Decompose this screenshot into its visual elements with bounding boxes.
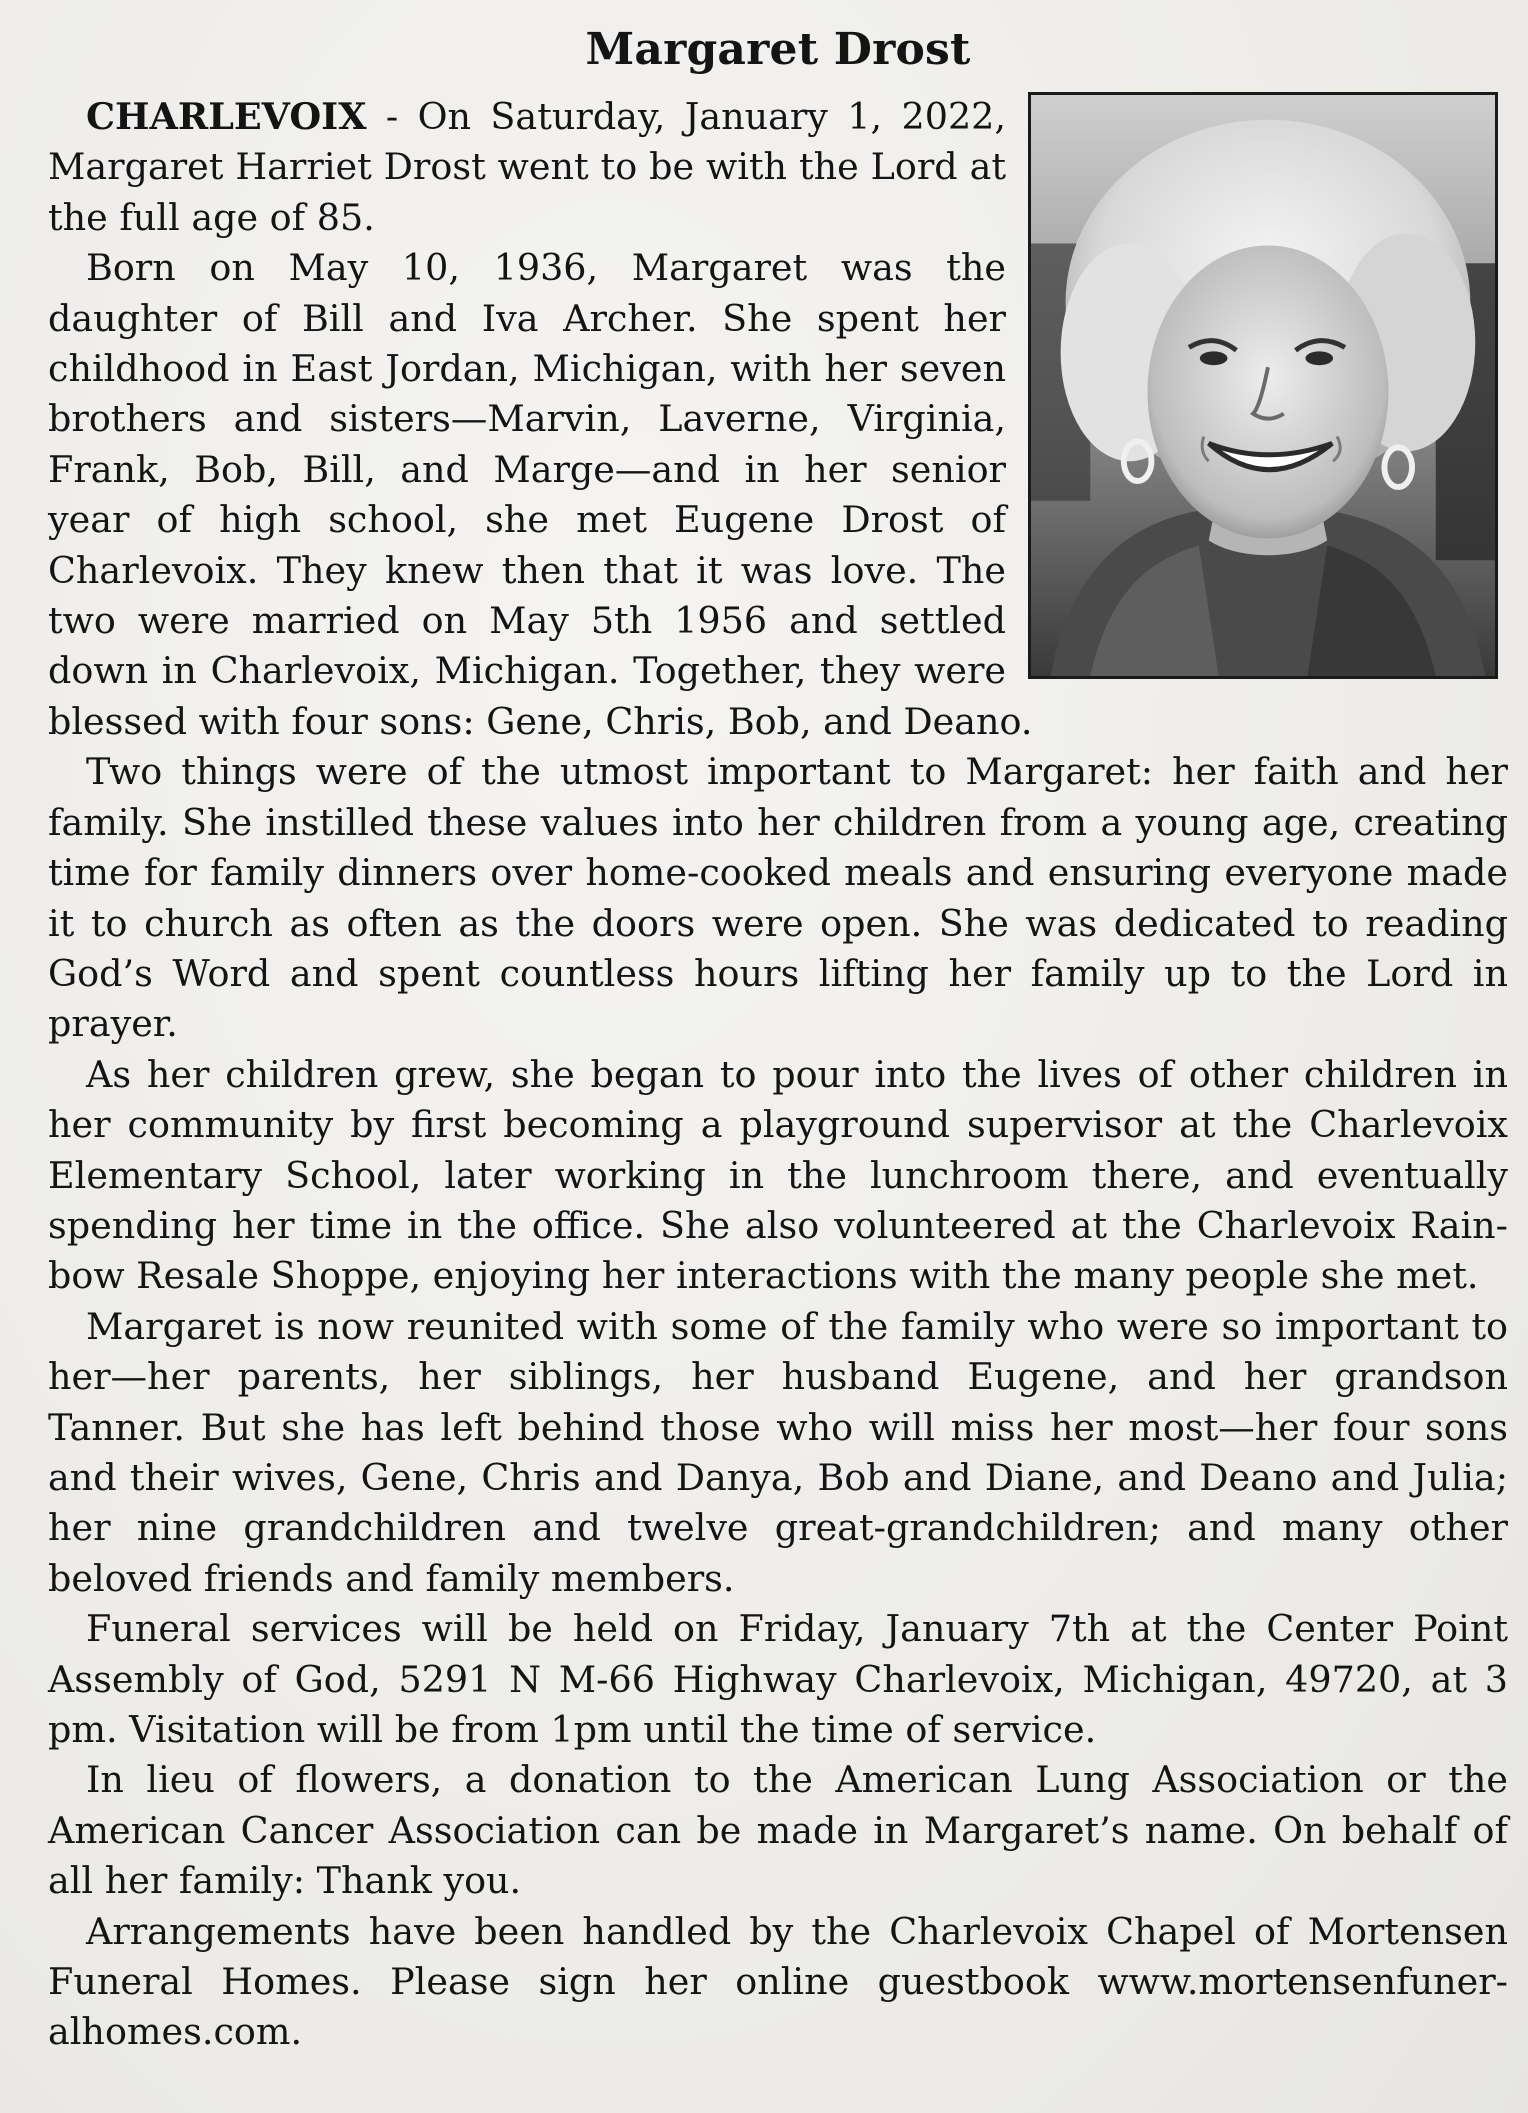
obituary-title: Margaret Drost	[585, 24, 971, 75]
paragraph-arrangements: Arrangements have been handled by the Charlevoix Chapel of Mortensen Funeral Homes. Please sign her online guestbook www.mortensenfuner-alhomes.com.	[48, 1909, 1508, 2054]
paragraph-memorials: In lieu of flowers, a donation to the American Lung Association or the American Cancer Association can be made in Margaret’s name. On behalf of all her family: Thank you.	[48, 1758, 1508, 1903]
paragraph-survivors: Margaret is now reunited with some of the family who were so important to her—her parents, her siblings, her husband Eugene, and her grandson Tanner. But she has left behind those who will miss her most—her four sons and their wives, Gene, Chris and Danya, Bob and Diane, and Deano and Julia; her nine grandchildren and twelve great-grandchildren; and many other beloved friends and family members.	[48, 1304, 1508, 1600]
portrait-illustration	[1031, 95, 1495, 676]
paragraph-community-work: As her children grew, she began to pour into the lives of other children in her community by first becoming a playground supervisor at the Charlevoix Elementary School, later working in the lunchroom there, and eventually spending her time in the office. She also volunteered at the Charlevoix Rain-bow Resale Shoppe, enjoying her interactions with the many people she met.	[48, 1052, 1508, 1298]
paragraph-faith-family: Two things were of the utmost important to Margaret: her faith and her family. She instilled these values into her children from a young age, creating time for family dinners over home-cooked meals and ensuring everyone made it to church as often as the doors were open. She was dedicated to reading God’s Word and spent countless hours lifting her family up to the Lord in prayer.	[48, 750, 1508, 1046]
dateline: CHARLEVOIX	[86, 95, 367, 138]
portrait-photo	[1028, 92, 1498, 679]
paragraph-intro-text: - On Saturday, January 1, 2022, Margaret Harriet Drost went to be with the Lord at the full age of 85.	[48, 95, 1006, 239]
paragraph-early-life: Born on May 10, 1936, Margaret was the daughter of Bill and Iva Archer. She spent her childhood in East Jordan, Michigan, with her seven brothers and sisters—Marvin, Laverne, Virginia, Frank, Bob, Bill, and Marge—and in her senior year of high school, she met Eugene Drost of Charlevoix. They knew then that it was love. The two were married on May 5th 1956 and settled down in Charlevoix, Michigan. Together, they were blessed with four sons: Gene, Chris, Bob, and Deano.	[48, 246, 1033, 743]
paragraph-funeral-services: Funeral services will be held on Friday, January 7th at the Center Point Assembly of God, 5291 N M-66 Highway Charlevoix, Michigan, 49720, at 3 pm. Visitation will be from 1pm until the time of service.	[48, 1607, 1508, 1751]
